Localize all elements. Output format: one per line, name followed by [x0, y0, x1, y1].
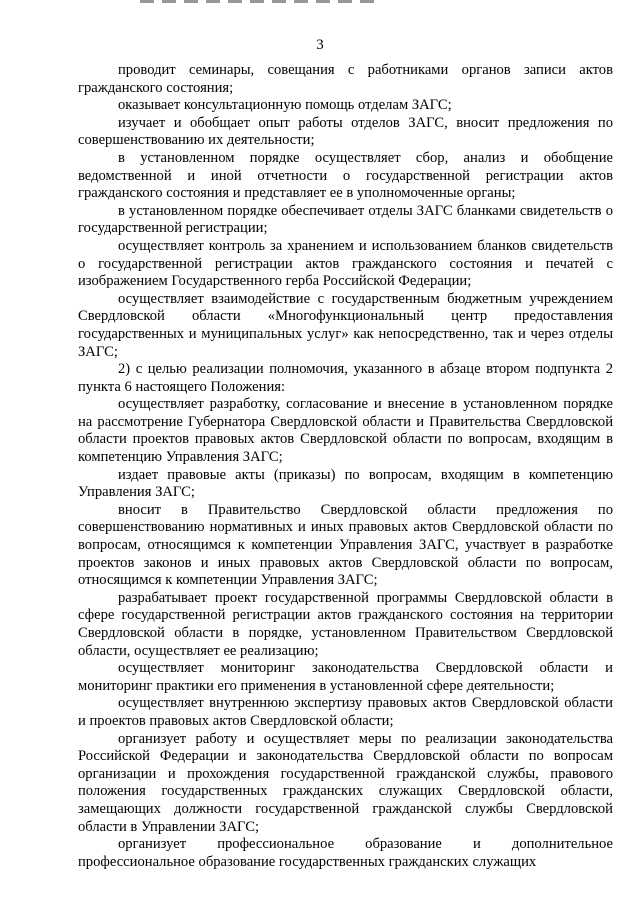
- document-body: [78, 62, 613, 871]
- paragraph: в установленном порядке обеспечивает отделы ЗАГС бланками свидетельств о государственной регистрации;: [78, 202, 613, 237]
- paragraph: вносит в Правительство Свердловской области предложения по совершенствованию нормативных и иных правовых актов Свердловской области по вопросам, относящимся к компетенции Управления ЗАГС, участвует в разработке проектов законов и иных правовых актов Свердловской области по вопросам, относящимся к компетенции Управления ЗАГС;: [78, 501, 613, 589]
- paragraph: осуществляет взаимодействие с государственным бюджетным учреждением Свердловской области «Многофункциональный центр предоставления государственных и муниципальных услуг» как непосредственно, так и через отделы ЗАГС;: [78, 290, 613, 360]
- paragraph: осуществляет разработку, согласование и внесение в установленном порядке на рассмотрение Губернатора Свердловской области и Правительства Свердловской области проектов правовых актов Свердловской области по вопросам, входящим в компетенцию Управления ЗАГС;: [78, 396, 613, 466]
- paragraph: издает правовые акты (приказы) по вопросам, входящим в компетенцию Управления ЗАГС;: [78, 466, 613, 501]
- paragraph: осуществляет контроль за хранением и использованием бланков свидетельств о государственной регистрации актов гражданского состояния и печатей с изображением Государственного герба Российской Федерации;: [78, 237, 613, 290]
- scan-edge-mark: [140, 0, 380, 3]
- page-number: 3: [316, 37, 324, 53]
- paragraph: осуществляет мониторинг законодательства Свердловской области и мониторинг практики его применения в установленной сфере деятельности;: [78, 660, 613, 694]
- paragraph: изучает и обобщает опыт работы отделов ЗАГС, вносит предложения по совершенствованию их деятельности;: [78, 114, 613, 149]
- paragraph: организует работу и осуществляет меры по реализации законодательства Российской Федерации и законодательства Свердловской области по вопросам организации и прохождения государственной гражданской службы, правового положения государственных гражданских служащих Свердловской области, замещающих должности государственной гражданской службы Свердловской области в Управлении ЗАГС;: [78, 730, 613, 835]
- paragraph: 2) с целью реализации полномочия, указанного в абзаце втором подпункта 2 пункта 6 настоящего Положения:: [78, 361, 613, 395]
- paragraph: осуществляет внутреннюю экспертизу правовых актов Свердловской области и проектов правовых актов Свердловской области;: [78, 695, 613, 729]
- paragraph: разрабатывает проект государственной программы Свердловской области в сфере государственной регистрации актов гражданского состояния на территории Свердловской области в порядке, установленном Правительством Свердловской области, осуществляет ее реализацию;: [78, 589, 613, 659]
- paragraph: в установленном порядке осуществляет сбор, анализ и обобщение ведомственной и иной отчетности о государственной регистрации актов гражданского состояния и представляет ее в уполномоченные органы;: [78, 149, 613, 202]
- paragraph: проводит семинары, совещания с работниками органов записи актов гражданского состояния;: [78, 62, 613, 96]
- paragraph: оказывает консультационную помощь отделам ЗАГС;: [118, 97, 452, 114]
- paragraph: организует профессиональное образование и дополнительное профессиональное образование государственных гражданских служащих: [78, 836, 613, 870]
